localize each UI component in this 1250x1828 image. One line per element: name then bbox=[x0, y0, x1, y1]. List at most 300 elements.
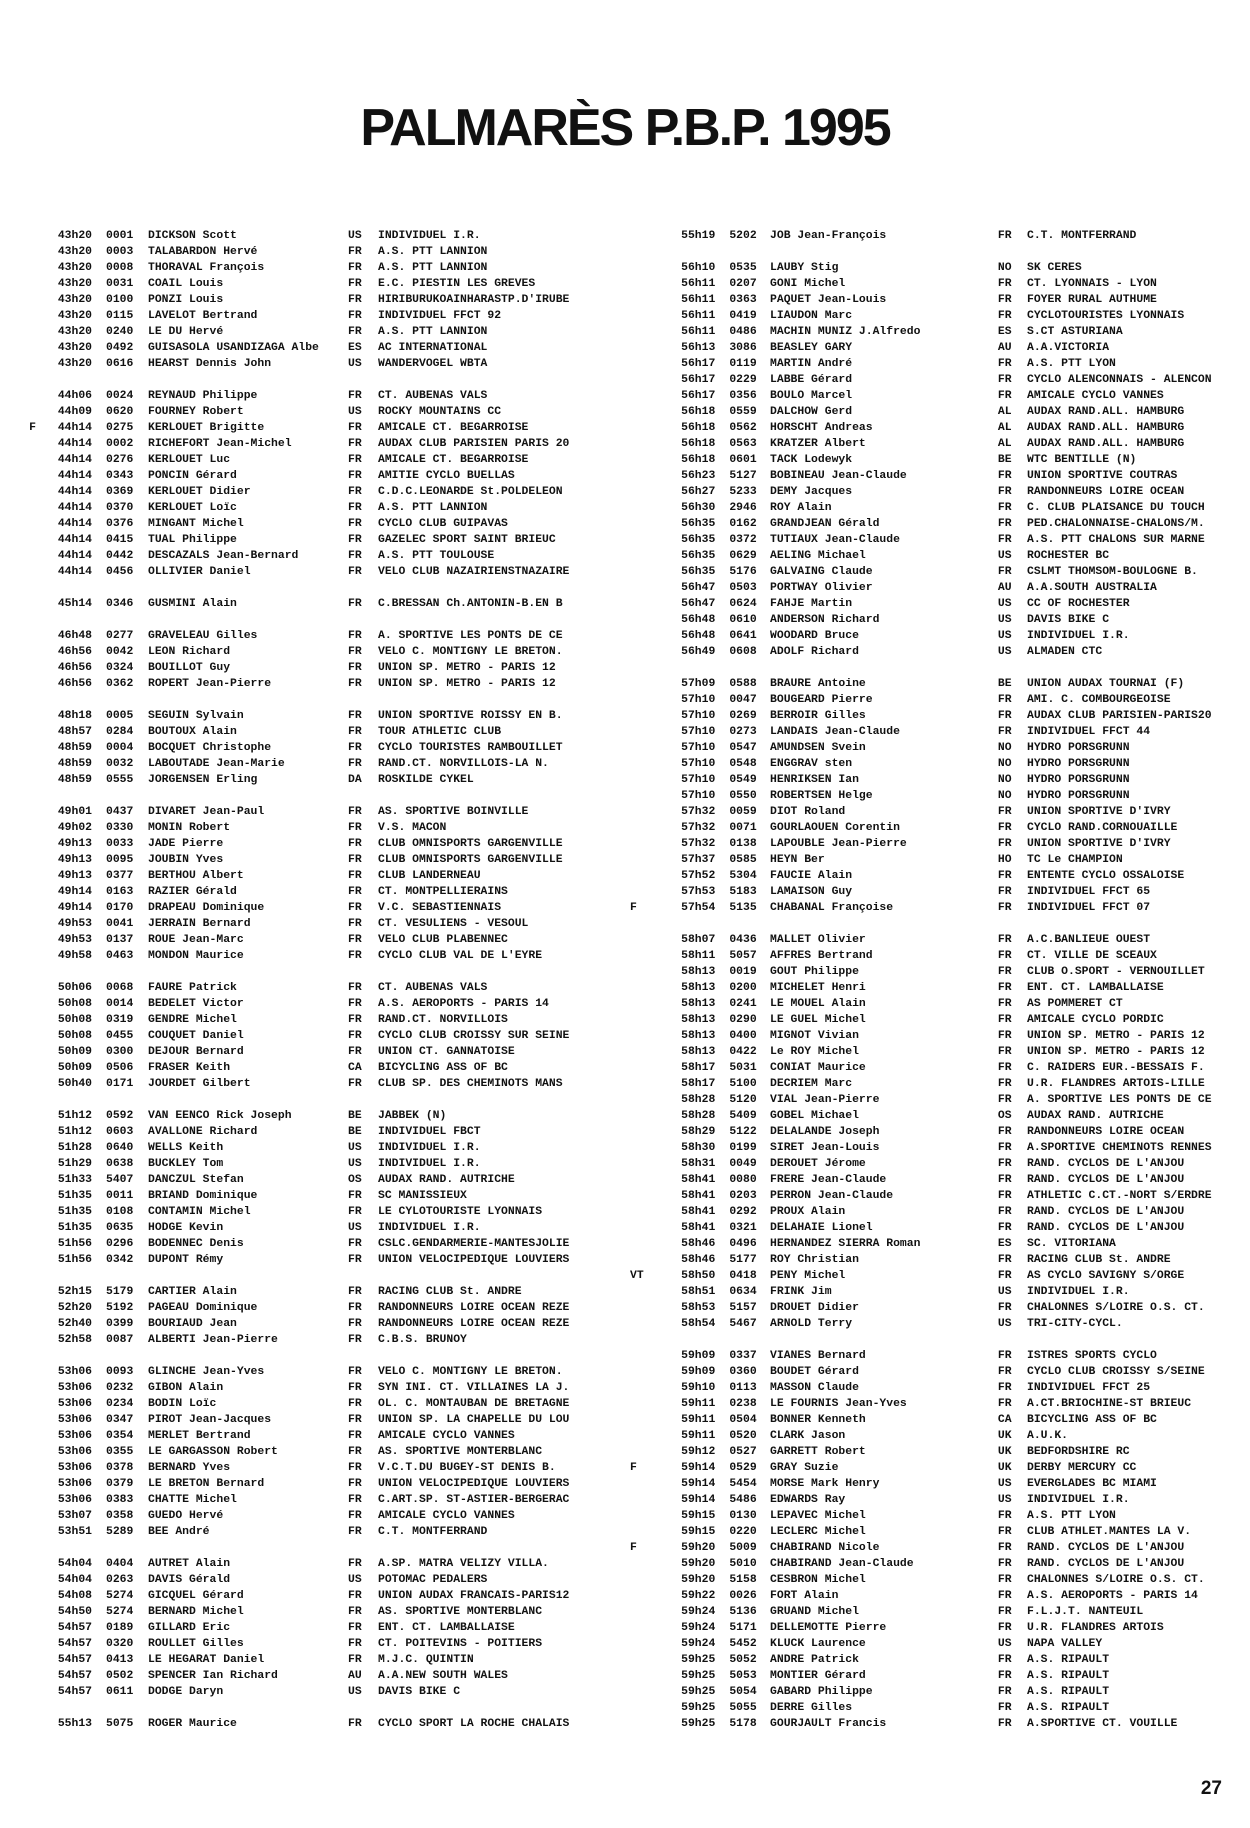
country-cell: FR bbox=[997, 1302, 1012, 1314]
country-cell: US bbox=[348, 1574, 362, 1586]
flag-cell bbox=[0, 1284, 36, 1300]
country-cell: US bbox=[997, 1478, 1012, 1490]
result-row bbox=[0, 724, 640, 740]
result-row bbox=[0, 772, 640, 788]
club-cell: A.S. RIPAULT bbox=[1027, 1686, 1110, 1698]
rider-name-cell: PENY Michel bbox=[770, 1270, 846, 1282]
country-cell: US bbox=[348, 1158, 362, 1170]
bib-number-cell: 0041 bbox=[106, 918, 134, 930]
club-cell: A.S. PTT LYON bbox=[1027, 358, 1116, 370]
country-cell: FR bbox=[348, 886, 362, 898]
country-cell: US bbox=[997, 1318, 1012, 1330]
country-cell: FR bbox=[997, 294, 1012, 306]
bib-number-cell: 0162 bbox=[729, 518, 757, 530]
country-cell: FR bbox=[997, 1382, 1012, 1394]
country-cell: FR bbox=[348, 998, 362, 1010]
flag-cell bbox=[0, 388, 36, 404]
country-cell: FR bbox=[997, 1686, 1012, 1698]
flag-cell bbox=[0, 836, 36, 852]
flag-cell bbox=[0, 1588, 36, 1604]
flag-cell bbox=[0, 532, 36, 548]
flag-cell bbox=[630, 484, 647, 500]
rider-name-cell: AELING Michael bbox=[770, 550, 866, 562]
time-cell: 44h14 bbox=[57, 486, 92, 498]
flag-cell bbox=[0, 340, 36, 356]
rider-name-cell: AFFRES Bertrand bbox=[770, 950, 873, 962]
country-cell: FR bbox=[997, 230, 1012, 242]
flag-cell bbox=[630, 1684, 647, 1700]
bib-number-cell: 0004 bbox=[106, 742, 134, 754]
club-cell: UNION SPORTIVE D'IVRY bbox=[1027, 806, 1171, 818]
bib-number-cell: 0437 bbox=[106, 806, 134, 818]
time-cell: 43h20 bbox=[57, 310, 92, 322]
country-cell: FR bbox=[997, 822, 1012, 834]
country-cell: FR bbox=[348, 1590, 362, 1602]
club-cell: CT. VILLE DE SCEAUX bbox=[1027, 950, 1157, 962]
time-cell: 57h10 bbox=[681, 742, 716, 754]
country-cell: FR bbox=[348, 598, 362, 610]
time-cell: 59h09 bbox=[681, 1366, 716, 1378]
club-cell: AUDAX CLUB PARISIEN-PARIS20 bbox=[1027, 710, 1212, 722]
time-cell: 59h11 bbox=[681, 1414, 716, 1426]
rider-name-cell: MINGANT Michel bbox=[148, 518, 244, 530]
result-row bbox=[630, 1188, 1250, 1204]
rider-name-cell: SIRET Jean-Louis bbox=[770, 1142, 880, 1154]
bib-number-cell: 0290 bbox=[729, 1014, 757, 1026]
club-cell: ROCHESTER BC bbox=[1027, 550, 1110, 562]
time-cell: 56h30 bbox=[681, 502, 716, 514]
country-cell: AU bbox=[997, 582, 1012, 594]
bib-number-cell: 5452 bbox=[729, 1638, 757, 1650]
bib-number-cell: 0115 bbox=[106, 310, 134, 322]
time-cell: 58h41 bbox=[681, 1222, 716, 1234]
club-cell: INDIVIDUEL FFCT 25 bbox=[1027, 1382, 1151, 1394]
country-cell: FR bbox=[348, 550, 362, 562]
time-cell: 50h09 bbox=[57, 1062, 92, 1074]
flag-cell bbox=[630, 1716, 647, 1732]
time-cell: 44h14 bbox=[57, 454, 92, 466]
club-cell: A.S. RIPAULT bbox=[1027, 1702, 1110, 1714]
country-cell: FR bbox=[348, 1382, 362, 1394]
flag-cell bbox=[0, 1188, 36, 1204]
club-cell: A.S. PTT LANNION bbox=[378, 326, 488, 338]
bib-number-cell: 0620 bbox=[106, 406, 134, 418]
result-row bbox=[630, 580, 1250, 596]
flag-cell bbox=[630, 1236, 647, 1252]
flag-cell bbox=[0, 884, 36, 900]
result-row bbox=[0, 596, 640, 612]
result-row bbox=[630, 1172, 1250, 1188]
bib-number-cell: 0108 bbox=[106, 1206, 134, 1218]
country-cell: FR bbox=[348, 1030, 362, 1042]
time-cell: 44h06 bbox=[57, 390, 92, 402]
time-cell: 49h58 bbox=[57, 950, 92, 962]
time-cell: 58h50 bbox=[681, 1270, 716, 1282]
result-row bbox=[0, 644, 640, 660]
country-cell: FR bbox=[997, 1526, 1012, 1538]
club-cell: PED.CHALONNAISE-CHALONS/M. bbox=[1027, 518, 1205, 530]
flag-cell bbox=[630, 1060, 647, 1076]
rider-name-cell: DECRIEM Marc bbox=[770, 1078, 853, 1090]
rider-name-cell: MASSON Claude bbox=[770, 1382, 859, 1394]
result-row bbox=[630, 868, 1250, 884]
time-cell: 58h41 bbox=[681, 1174, 716, 1186]
result-row bbox=[630, 1700, 1250, 1716]
time-cell: 52h58 bbox=[57, 1334, 92, 1346]
flag-cell bbox=[630, 292, 647, 308]
result-row bbox=[0, 708, 640, 724]
bib-number-cell: 0292 bbox=[729, 1206, 757, 1218]
country-cell: FR bbox=[348, 806, 362, 818]
bib-number-cell: 0456 bbox=[106, 566, 134, 578]
flag-cell bbox=[0, 356, 36, 372]
result-row bbox=[0, 404, 640, 420]
country-cell: FR bbox=[348, 278, 362, 290]
country-cell: FR bbox=[997, 518, 1012, 530]
country-cell: FR bbox=[348, 518, 362, 530]
country-cell: FR bbox=[997, 502, 1012, 514]
club-cell: M.J.C. QUINTIN bbox=[378, 1654, 474, 1666]
flag-cell bbox=[630, 948, 647, 964]
country-cell: FR bbox=[348, 662, 362, 674]
result-row bbox=[0, 1652, 640, 1668]
club-cell: ROSKILDE CYKEL bbox=[378, 774, 474, 786]
result-row bbox=[0, 324, 640, 340]
time-cell: 49h13 bbox=[57, 854, 92, 866]
club-cell: AMICALE CYCLO VANNES bbox=[378, 1430, 515, 1442]
time-cell: 46h56 bbox=[57, 678, 92, 690]
bib-number-cell: 0504 bbox=[729, 1414, 757, 1426]
time-cell: 50h06 bbox=[57, 982, 92, 994]
rider-name-cell: ARNOLD Terry bbox=[770, 1318, 853, 1330]
rider-name-cell: GOBEL Michael bbox=[770, 1110, 859, 1122]
country-cell: FR bbox=[997, 1014, 1012, 1026]
club-cell: LE CYLOTOURISTE LYONNAIS bbox=[378, 1206, 543, 1218]
rider-name-cell: MICHELET Henri bbox=[770, 982, 866, 994]
bib-number-cell: 5304 bbox=[729, 870, 757, 882]
country-cell: FR bbox=[997, 310, 1012, 322]
country-cell: FR bbox=[997, 1222, 1012, 1234]
time-cell: 56h11 bbox=[681, 278, 716, 290]
country-cell: FR bbox=[997, 838, 1012, 850]
flag-cell bbox=[630, 676, 647, 692]
flag-cell bbox=[0, 1444, 36, 1460]
flag-cell bbox=[630, 580, 647, 596]
rider-name-cell: JOUBIN Yves bbox=[148, 854, 224, 866]
flag-cell bbox=[0, 756, 36, 772]
country-cell: US bbox=[348, 230, 362, 242]
result-row bbox=[630, 388, 1250, 404]
country-cell: FR bbox=[997, 470, 1012, 482]
club-cell: RAND. CYCLOS DE L'ANJOU bbox=[1027, 1542, 1185, 1554]
rider-name-cell: KLUCK Laurence bbox=[770, 1638, 866, 1650]
rider-name-cell: CONIAT Maurice bbox=[770, 1062, 866, 1074]
result-row bbox=[630, 644, 1250, 660]
rider-name-cell: LEON Richard bbox=[148, 646, 231, 658]
club-cell: ENTENTE CYCLO OSSALOISE bbox=[1027, 870, 1185, 882]
rider-name-cell: JADE Pierre bbox=[148, 838, 224, 850]
bib-number-cell: 0059 bbox=[729, 806, 757, 818]
flag-cell bbox=[630, 1636, 647, 1652]
time-cell: 58h13 bbox=[681, 966, 716, 978]
bib-number-cell: 5179 bbox=[106, 1286, 134, 1298]
club-cell: RANDONNEURS LOIRE OCEAN REZE bbox=[378, 1302, 570, 1314]
time-cell: 53h51 bbox=[57, 1526, 92, 1538]
flag-cell bbox=[0, 1668, 36, 1684]
bib-number-cell: 5467 bbox=[729, 1318, 757, 1330]
result-row bbox=[630, 1204, 1250, 1220]
rider-name-cell: BRIAND Dominique bbox=[148, 1190, 258, 1202]
country-cell: OS bbox=[997, 1110, 1012, 1122]
club-cell: RANDONNEURS LOIRE OCEAN REZE bbox=[378, 1318, 570, 1330]
rider-name-cell: ROY Christian bbox=[770, 1254, 859, 1266]
flag-cell bbox=[630, 1108, 647, 1124]
time-cell: 45h14 bbox=[57, 598, 92, 610]
club-cell: BICYCLING ASS OF BC bbox=[378, 1062, 508, 1074]
rider-name-cell: BEDELET Victor bbox=[148, 998, 244, 1010]
country-cell: FR bbox=[348, 422, 362, 434]
bib-number-cell: 5233 bbox=[729, 486, 757, 498]
country-cell: FR bbox=[348, 838, 362, 850]
club-cell: INDIVIDUEL FFCT 65 bbox=[1027, 886, 1151, 898]
club-cell: VELO C. MONTIGNY LE BRETON. bbox=[378, 646, 563, 658]
rider-name-cell: RAZIER Gérald bbox=[148, 886, 237, 898]
time-cell: 56h35 bbox=[681, 534, 716, 546]
club-cell: AUDAX CLUB PARISIEN PARIS 20 bbox=[378, 438, 570, 450]
country-cell: FR bbox=[348, 1510, 362, 1522]
rider-name-cell: BERTHOU Albert bbox=[148, 870, 244, 882]
bib-number-cell: 0404 bbox=[106, 1558, 134, 1570]
flag-cell bbox=[0, 916, 36, 932]
time-cell: 58h29 bbox=[681, 1126, 716, 1138]
rider-name-cell: PAGEAU Dominique bbox=[148, 1302, 258, 1314]
flag-cell bbox=[630, 1284, 647, 1300]
result-row bbox=[630, 1140, 1250, 1156]
rider-name-cell: CHABIRAND Nicole bbox=[770, 1542, 880, 1554]
time-cell: 54h04 bbox=[57, 1574, 92, 1586]
result-row bbox=[630, 628, 1250, 644]
club-cell: CT. AUBENAS VALS bbox=[378, 390, 488, 402]
country-cell: UK bbox=[997, 1430, 1012, 1442]
result-row bbox=[630, 340, 1250, 356]
time-cell: 51h56 bbox=[57, 1254, 92, 1266]
result-row bbox=[630, 1364, 1250, 1380]
rider-name-cell: THORAVAL François bbox=[148, 262, 265, 274]
flag-cell bbox=[0, 740, 36, 756]
rider-name-cell: Le ROY Michel bbox=[770, 1046, 859, 1058]
country-cell: AU bbox=[348, 1670, 362, 1682]
result-row bbox=[630, 436, 1250, 452]
country-cell: NO bbox=[997, 262, 1012, 274]
country-cell: CA bbox=[997, 1414, 1012, 1426]
club-cell: ROCKY MOUNTAINS CC bbox=[378, 406, 502, 418]
bib-number-cell: 0100 bbox=[106, 294, 134, 306]
time-cell: 44h14 bbox=[57, 438, 92, 450]
country-cell: FR bbox=[348, 646, 362, 658]
country-cell: FR bbox=[997, 566, 1012, 578]
country-cell: FR bbox=[997, 1606, 1012, 1618]
country-cell: FR bbox=[348, 486, 362, 498]
result-row bbox=[0, 548, 640, 564]
club-cell: A.S. PTT TOULOUSE bbox=[378, 550, 495, 562]
club-cell: CC OF ROCHESTER bbox=[1027, 598, 1130, 610]
bib-number-cell: 0342 bbox=[106, 1254, 134, 1266]
country-cell: FR bbox=[348, 1558, 362, 1570]
flag-cell bbox=[630, 1012, 647, 1028]
bib-number-cell: 5158 bbox=[729, 1574, 757, 1586]
flag-cell bbox=[630, 868, 647, 884]
flag-cell bbox=[0, 596, 36, 612]
result-row bbox=[0, 1588, 640, 1604]
result-row bbox=[630, 1476, 1250, 1492]
club-cell: CYCLO RAND.CORNOUAILLE bbox=[1027, 822, 1178, 834]
rider-name-cell: GOUT Philippe bbox=[770, 966, 859, 978]
club-cell: RAND. CYCLOS DE L'ANJOU bbox=[1027, 1206, 1185, 1218]
rider-name-cell: GABARD Philippe bbox=[770, 1686, 873, 1698]
bib-number-cell: 0592 bbox=[106, 1110, 134, 1122]
flag-cell bbox=[0, 1236, 36, 1252]
time-cell: 56h10 bbox=[681, 262, 716, 274]
club-cell: A.A.NEW SOUTH WALES bbox=[378, 1670, 508, 1682]
time-cell: 53h06 bbox=[57, 1430, 92, 1442]
time-cell: 56h35 bbox=[681, 550, 716, 562]
time-cell: 58h28 bbox=[681, 1094, 716, 1106]
flag-cell bbox=[0, 1156, 36, 1172]
rider-name-cell: AMUNDSEN Svein bbox=[770, 742, 866, 754]
rider-name-cell: CARTIER Alain bbox=[148, 1286, 237, 1298]
bib-number-cell: 0436 bbox=[729, 934, 757, 946]
club-cell: HYDRO PORSGRUNN bbox=[1027, 742, 1130, 754]
club-cell: A.S. PTT LYON bbox=[1027, 1510, 1116, 1522]
flag-cell bbox=[0, 308, 36, 324]
flag-cell bbox=[630, 1444, 647, 1460]
country-cell: FR bbox=[997, 278, 1012, 290]
club-cell: INDIVIDUEL FFCT 92 bbox=[378, 310, 502, 322]
result-row bbox=[630, 852, 1250, 868]
country-cell: FR bbox=[348, 534, 362, 546]
time-cell: 59h14 bbox=[681, 1462, 716, 1474]
flag-cell bbox=[0, 1460, 36, 1476]
time-cell: 58h17 bbox=[681, 1078, 716, 1090]
flag-cell bbox=[630, 532, 647, 548]
rider-name-cell: SEGUIN Sylvain bbox=[148, 710, 244, 722]
rider-name-cell: ADOLF Richard bbox=[770, 646, 859, 658]
club-cell: INDIVIDUEL I.R. bbox=[378, 1158, 481, 1170]
rider-name-cell: TUAL Philippe bbox=[148, 534, 237, 546]
result-row bbox=[630, 1028, 1250, 1044]
result-row bbox=[0, 340, 640, 356]
club-cell: INDIVIDUEL I.R. bbox=[1027, 630, 1130, 642]
flag-cell bbox=[0, 1572, 36, 1588]
bib-number-cell: 0163 bbox=[106, 886, 134, 898]
bib-number-cell: 5202 bbox=[729, 230, 757, 242]
result-row bbox=[0, 1572, 640, 1588]
result-row bbox=[630, 708, 1250, 724]
time-cell: 56h18 bbox=[681, 438, 716, 450]
flag-cell bbox=[0, 404, 36, 420]
club-cell: U.R. FLANDRES ARTOIS bbox=[1027, 1622, 1164, 1634]
bib-number-cell: 0346 bbox=[106, 598, 134, 610]
club-cell: CT. AUBENAS VALS bbox=[378, 982, 488, 994]
time-cell: 56h18 bbox=[681, 454, 716, 466]
group-spacer bbox=[0, 964, 640, 980]
bib-number-cell: 0337 bbox=[729, 1350, 757, 1362]
result-row bbox=[0, 420, 640, 436]
time-cell: 58h41 bbox=[681, 1190, 716, 1202]
bib-number-cell: 0203 bbox=[729, 1190, 757, 1202]
result-row bbox=[0, 1172, 640, 1188]
result-row bbox=[0, 1716, 640, 1732]
bib-number-cell: 0486 bbox=[729, 326, 757, 338]
rider-name-cell: OLLIVIER Daniel bbox=[148, 566, 251, 578]
club-cell: UNION SPORTIVE COUTRAS bbox=[1027, 470, 1178, 482]
bib-number-cell: 0356 bbox=[729, 390, 757, 402]
time-cell: 59h22 bbox=[681, 1590, 716, 1602]
bib-number-cell: 0369 bbox=[106, 486, 134, 498]
result-row bbox=[630, 1716, 1250, 1732]
club-cell: AUDAX RAND.ALL. HAMBURG bbox=[1027, 438, 1185, 450]
result-row bbox=[630, 724, 1250, 740]
club-cell: UNION SP. LA CHAPELLE DU LOU bbox=[378, 1414, 570, 1426]
result-row bbox=[630, 356, 1250, 372]
flag-cell bbox=[0, 1108, 36, 1124]
time-cell: 52h15 bbox=[57, 1286, 92, 1298]
bib-number-cell: 0275 bbox=[106, 422, 134, 434]
country-cell: FR bbox=[348, 566, 362, 578]
rider-name-cell: TUTIAUX Jean-Claude bbox=[770, 534, 900, 546]
time-cell: 59h24 bbox=[681, 1638, 716, 1650]
club-cell: RAND.CT. NORVILLOIS-LA N. bbox=[378, 758, 549, 770]
time-cell: 49h14 bbox=[57, 902, 92, 914]
result-row bbox=[630, 1492, 1250, 1508]
country-cell: FR bbox=[997, 1670, 1012, 1682]
club-cell: A.SPORTIVE CHEMINOTS RENNES bbox=[1027, 1142, 1212, 1154]
result-row bbox=[630, 1540, 1250, 1556]
flag-cell bbox=[630, 1572, 647, 1588]
country-cell: FR bbox=[348, 630, 362, 642]
flag-cell bbox=[0, 772, 36, 788]
club-cell: BEDFORDSHIRE RC bbox=[1027, 1446, 1130, 1458]
rider-name-cell: MACHIN MUNIZ J.Alfredo bbox=[770, 326, 921, 338]
flag-cell bbox=[0, 324, 36, 340]
country-cell: FR bbox=[997, 1030, 1012, 1042]
club-cell: AS. SPORTIVE MONTERBLANC bbox=[378, 1446, 543, 1458]
club-cell: U.R. FLANDRES ARTOIS-LILLE bbox=[1027, 1078, 1205, 1090]
club-cell: VELO CLUB PLABENNEC bbox=[378, 934, 508, 946]
country-cell: HO bbox=[997, 854, 1012, 866]
result-row bbox=[630, 1044, 1250, 1060]
rider-name-cell: ROGER Maurice bbox=[148, 1718, 237, 1730]
club-cell: RAND. CYCLOS DE L'ANJOU bbox=[1027, 1558, 1185, 1570]
country-cell: FR bbox=[997, 806, 1012, 818]
rider-name-cell: FORT Alain bbox=[770, 1590, 839, 1602]
flag-cell bbox=[0, 500, 36, 516]
bib-number-cell: 0229 bbox=[729, 374, 757, 386]
time-cell: 51h35 bbox=[57, 1222, 92, 1234]
time-cell: 50h09 bbox=[57, 1046, 92, 1058]
flag-cell bbox=[630, 1700, 647, 1716]
country-cell: FR bbox=[348, 1078, 362, 1090]
time-cell: 59h25 bbox=[681, 1686, 716, 1698]
bib-number-cell: 0419 bbox=[729, 310, 757, 322]
country-cell: FR bbox=[997, 358, 1012, 370]
flag-cell bbox=[630, 260, 647, 276]
time-cell: 58h13 bbox=[681, 1030, 716, 1042]
result-row bbox=[630, 1460, 1250, 1476]
bib-number-cell: 0372 bbox=[729, 534, 757, 546]
bib-number-cell: 0520 bbox=[729, 1430, 757, 1442]
time-cell: 54h08 bbox=[57, 1590, 92, 1602]
